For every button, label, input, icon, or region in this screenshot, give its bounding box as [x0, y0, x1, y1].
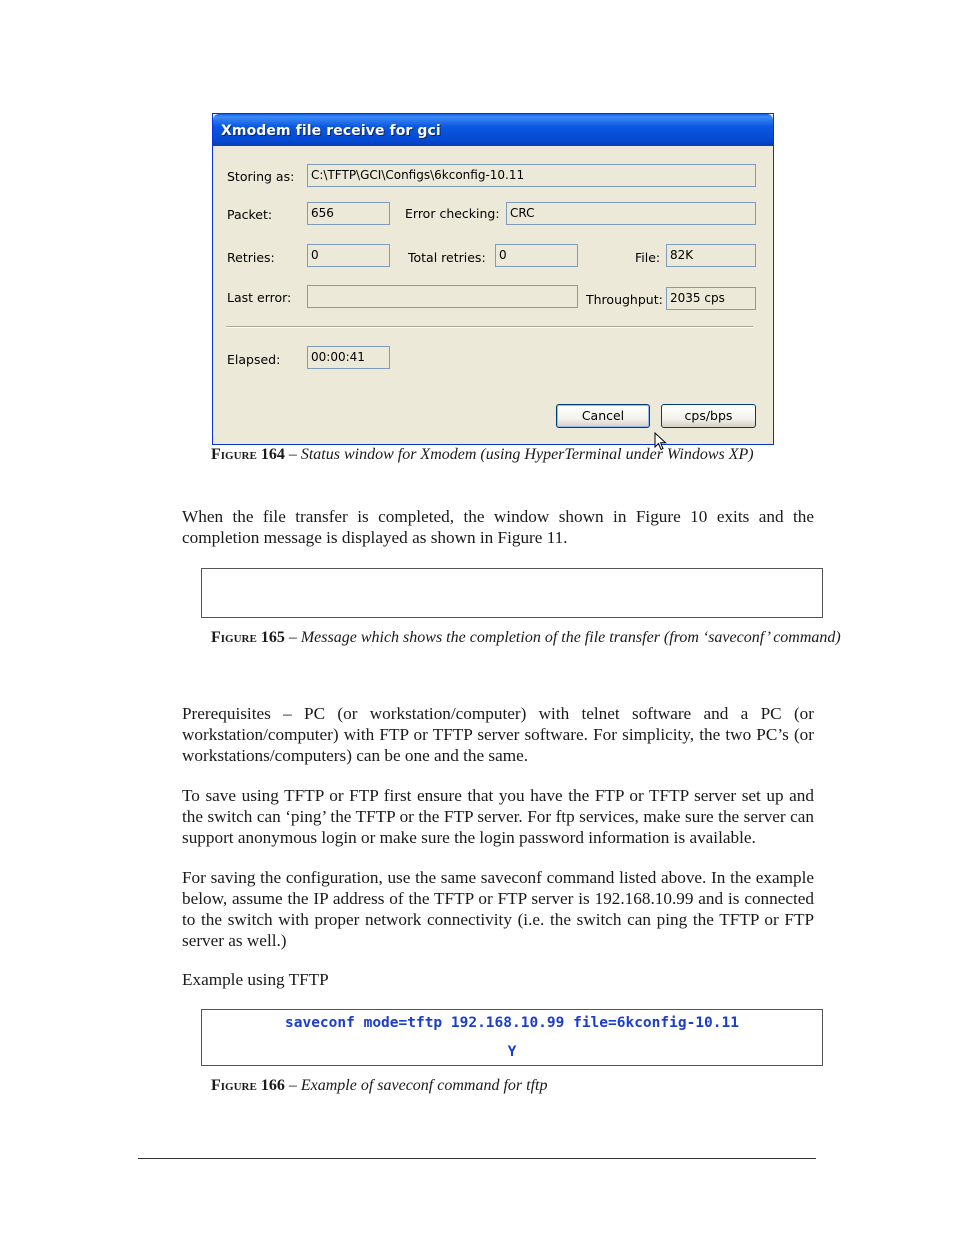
figure-166-caption: [211, 1077, 547, 1095]
paragraph-completion: When the file transfer is completed, the window shown in Figure 10 exits and the completion message is displayed as shown in Figure 11.: [182, 507, 814, 547]
total-retries-label: Total retries:: [408, 250, 486, 265]
paragraph-saveconf: For saving the configuration, use the same saveconf command listed above. In the example below, assume the IP address of the TFTP or FTP server is 192.168.10.99 and is connected to the switch with proper network connectivity (i.e. the switch can ping the TFTP or FTP server as well.): [182, 868, 814, 950]
figure-164-number: Figure 164: [211, 446, 285, 463]
paragraph-example-heading: Example using TFTP: [182, 970, 329, 989]
packet-field: 656: [307, 202, 390, 225]
completion-message-box: [201, 568, 823, 618]
code-line-confirm: Y: [507, 1044, 517, 1060]
figure-164-dash: –: [284, 446, 301, 463]
figure-166-number: Figure 166: [211, 1077, 285, 1094]
elapsed-field: 00:00:41: [307, 346, 390, 369]
figure-164-caption: [211, 446, 754, 464]
error-checking-field: CRC: [506, 202, 756, 225]
file-field: 82K: [666, 244, 756, 267]
cancel-button[interactable]: Cancel: [556, 404, 650, 428]
throughput-label: Throughput:: [586, 292, 663, 307]
dialog-client-area: [216, 148, 770, 441]
xmodem-dialog: [212, 113, 774, 445]
code-example-box: [201, 1009, 823, 1066]
throughput-field: 2035 cps: [666, 287, 756, 310]
total-retries-field: 0: [495, 244, 578, 267]
figure-165-text: Message which shows the completion of the file transfer (from ‘saveconf’ command): [300, 629, 841, 646]
code-line-command: saveconf mode=tftp 192.168.10.99 file=6kconfig-10.11: [285, 1015, 739, 1031]
cps-bps-button[interactable]: cps/bps: [661, 404, 756, 428]
packet-label: Packet:: [227, 207, 273, 222]
file-label: File:: [635, 250, 661, 265]
dialog-title: Xmodem file receive for gci: [221, 123, 441, 139]
footer-rule: [138, 1158, 816, 1159]
figure-166-dash: –: [284, 1077, 301, 1094]
error-checking-label: Error checking:: [405, 206, 500, 221]
figure-164-text: Status window for Xmodem (using HyperTerminal under Windows XP): [300, 446, 754, 463]
dialog-titlebar[interactable]: [213, 114, 773, 146]
paragraph-tftp-setup: To save using TFTP or FTP first ensure that you have the FTP or TFTP server set up and the switch can ‘ping’ the TFTP or the FTP server. For ftp services, make sure the server can support anonymous login or make sure the login password information is available.: [182, 786, 814, 847]
paragraph-prerequisites: Prerequisites – PC (or workstation/computer) with telnet software and a PC (or workstation/computer) with FTP or TFTP server software. For simplicity, the two PC’s (or workstations/computers) can be one and the same.: [182, 704, 814, 765]
figure-165-number: Figure 165: [211, 629, 285, 646]
figure-165-caption: [211, 629, 841, 647]
separator-line: [226, 326, 753, 328]
storing-as-label: Storing as:: [227, 169, 295, 184]
figure-165-dash: –: [284, 629, 301, 646]
retries-field: 0: [307, 244, 390, 267]
last-error-label: Last error:: [227, 290, 292, 305]
figure-166-text: Example of saveconf command for tftp: [300, 1077, 548, 1094]
retries-label: Retries:: [227, 250, 275, 265]
storing-as-field: C:\TFTP\GCI\Configs\6kconfig-10.11: [307, 164, 756, 187]
elapsed-label: Elapsed:: [227, 352, 281, 367]
last-error-field: [307, 285, 578, 308]
